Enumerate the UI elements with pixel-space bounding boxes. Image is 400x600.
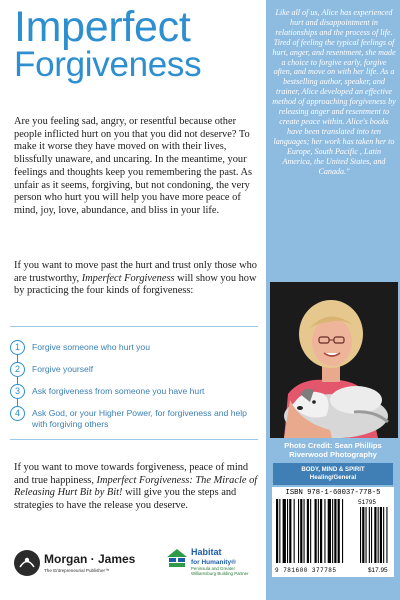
isbn-label: ISBN 978-1-60037-778-5 [285,489,381,497]
barcode-graphic [276,499,390,565]
step-text: Forgive yourself [32,364,94,374]
price-addon-code: 51795 [358,499,377,506]
photo-credit-line2: Riverwood Photography [289,450,377,460]
habitat-logo [166,546,256,586]
price-label: $17.95 [368,567,388,574]
closing-paragraph-lead: If you want to move towards forgiveness, peace of mind and true happiness, [14,462,249,486]
step-text: Ask forgiveness from someone you have hurt [32,386,205,396]
ean-number: 9 781600 377785 [275,567,337,574]
intro-paragraph: Are you feeling sad, angry, or resentful because other people inflicted hurt on you that you did not deserve? To make it worse they have moved on with their lives, blissfully unaware, and uncaring. In the meantime, your feelings and thoughts keep you remembering the past. As unfair as it seems, forgiving, but not condoning, the very person who hurt you will help you have more peace of mind, joy, love, abundance, and bliss in your life. [14,116,253,216]
barcode-bar [289,499,291,563]
barcode-bar [342,499,343,563]
publisher-name: Morgan · James [44,552,136,566]
step-number-badge: 3 [10,384,25,399]
barcode-bar [307,499,309,563]
barcode-bar [334,499,336,563]
barcode-addon-bar [371,507,372,563]
practice-paragraph-book-title: Imperfect Forgiveness [81,272,175,284]
barcode-addon-bar [369,507,370,563]
step-number-badge: 4 [10,406,25,421]
barcode-bar [324,499,325,563]
book-title [14,3,254,85]
barcode-addon-bar [360,507,361,563]
barcode-addon-bar [378,507,379,563]
barcode-bar [287,499,288,563]
practice-paragraph-tail: will show you how by practicing the four kinds of forgiveness: [14,272,257,297]
barcode-bar [332,499,333,563]
publisher-tagline: The Entrepreneurial Publisher™ [44,568,110,573]
barcode-bar [310,499,311,563]
step-text: Ask God, or your Higher Power, for forgiveness and help with forgiving others [32,408,247,430]
barcode-bar [338,499,340,563]
habitat-subtitle: Peninsula and Greater Williamsburg Building Partner [191,566,249,576]
closing-paragraph-tail: will give you the steps and strategies to have the release you deserve. [14,487,237,512]
category-band [273,463,393,485]
photo-credit-line1: Photo Credit: Sean Phillips [284,441,382,450]
publisher-logo [14,548,154,578]
barcode-bar [315,499,317,563]
practice-paragraph [14,260,260,298]
barcode-addon-bar [366,507,367,563]
barcode-bar [294,499,295,563]
barcode-bar [276,499,278,563]
publisher-emblem-icon [14,550,40,576]
barcode-addon-bar [383,507,384,563]
habitat-name [191,548,236,567]
habitat-name-line1: Habitat [191,547,222,557]
practice-paragraph-lead: If you want to move past the hurt and trust only those who are trustworthy, [14,260,257,284]
barcode-bar [298,499,299,563]
book-title-line2: Forgiveness [14,45,202,85]
habitat-name-line2: for Humanity® [191,559,236,566]
barcode-bar [279,499,280,563]
author-bio: Like all of us, Alice has experienced hurt and disappointment in relationships and the process of life. Tired of feeling the typical feelings of hurt, anger, and resentment, she made a choice to forgive early, forgive often, and move on with her life. As a bestselling author, speaker, and trainer, Alice developed an effective method of approaching forgiveness by releasing anger and resentment to create peace within. Alice's books have been translated into ten languages; her work has taken her to Europe, South Pacific , Latin America, the United States, and Canada." [272,8,396,176]
author-with-dog-illustration [270,282,398,438]
barcode-block [272,487,394,577]
book-title-line1: Imperfect [14,3,191,51]
closing-paragraph [14,462,260,513]
step-number-badge: 2 [10,362,25,377]
forgiveness-steps-list [10,326,258,440]
barcode-bar [318,499,319,563]
barcode-bar [328,499,331,563]
author-photo [270,282,398,438]
barcode-bar [304,499,305,563]
barcode-bar [283,499,286,563]
barcode-bar [300,499,302,563]
house-icon [166,548,188,573]
closing-paragraph-book-title: Imperfect Forgiveness: The Miracle of Releasing Hurt Bit by Bit! [14,474,258,499]
barcode-addon-bar [362,507,364,563]
barcode-bar [320,499,322,563]
step-text: Forgive someone who hurt you [32,342,150,352]
category-line1: BODY, MIND & SPIRIT [301,466,365,473]
category-line2: Healing/General [309,473,357,481]
photo-credit [266,441,400,460]
step-number-badge: 1 [10,340,25,355]
barcode-addon-bar [386,507,387,563]
barcode-addon-bar [380,507,382,563]
barcode-addon-bar [374,507,376,563]
